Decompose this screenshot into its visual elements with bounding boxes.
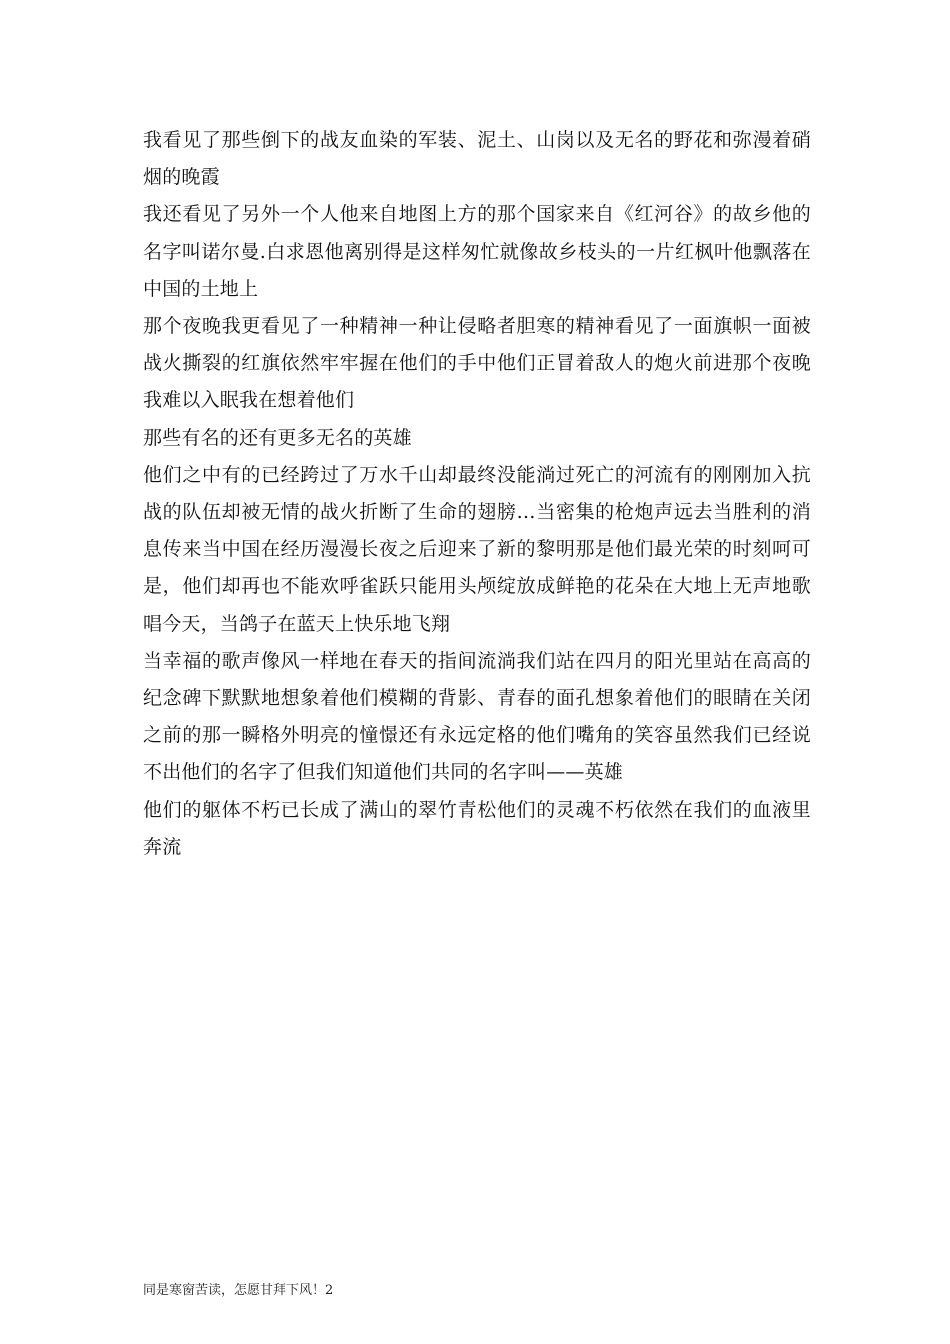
paragraph-2: 我还看见了另外一个人他来自地图上方的那个国家来自《红河谷》的故乡他的名字叫诺尔曼.白求恩他离别得是这样匆忙就像故乡枝头的一片红枫叶他飘落在中国的土地上 xyxy=(143,203,811,300)
paragraph-1: 我看见了那些倒下的战友血染的军装、泥土、山岗以及无名的野花和弥漫着硝烟的晚霞 xyxy=(143,129,811,189)
article-body xyxy=(143,122,811,866)
paragraph-6: 当幸福的歌声像风一样地在春天的指间流淌我们站在四月的阳光里站在高高的纪念碑下默默地想象着他们模糊的背影、青春的面孔想象着他们的眼睛在关闭之前的那一瞬格外明亮的憧憬还有永远定格的他们嘴角的笑容虽然我们已经说不出他们的名字了但我们知道他们共同的名字叫——英雄 xyxy=(143,649,811,784)
paragraph-5: 他们之中有的已经跨过了万水千山却最终没能淌过死亡的河流有的刚刚加入抗战的队伍却被无情的战火折断了生命的翅膀…当密集的枪炮声远去当胜利的消息传来当中国在经历漫漫长夜之后迎来了新的黎明那是他们最光荣的时刻呵可是，他们却再也不能欢呼雀跃只能用头颅绽放成鲜艳的花朵在大地上无声地歌唱今天，当鸽子在蓝天上快乐地飞翔 xyxy=(143,463,811,635)
paragraph-7: 他们的躯体不朽已长成了满山的翠竹青松他们的灵魂不朽依然在我们的血液里奔流 xyxy=(143,798,811,858)
paragraph-3: 那个夜晚我更看见了一种精神一种让侵略者胆寒的精神看见了一面旗帜一面被战火撕裂的红旗依然牢牢握在他们的手中他们正冒着敌人的炮火前进那个夜晚我难以入眠我在想着他们 xyxy=(143,315,811,412)
page-footer: 同是寒窗苦读，怎愿甘拜下风！2 xyxy=(143,1283,334,1298)
paragraph-4: 那些有名的还有更多无名的英雄 xyxy=(143,426,412,449)
